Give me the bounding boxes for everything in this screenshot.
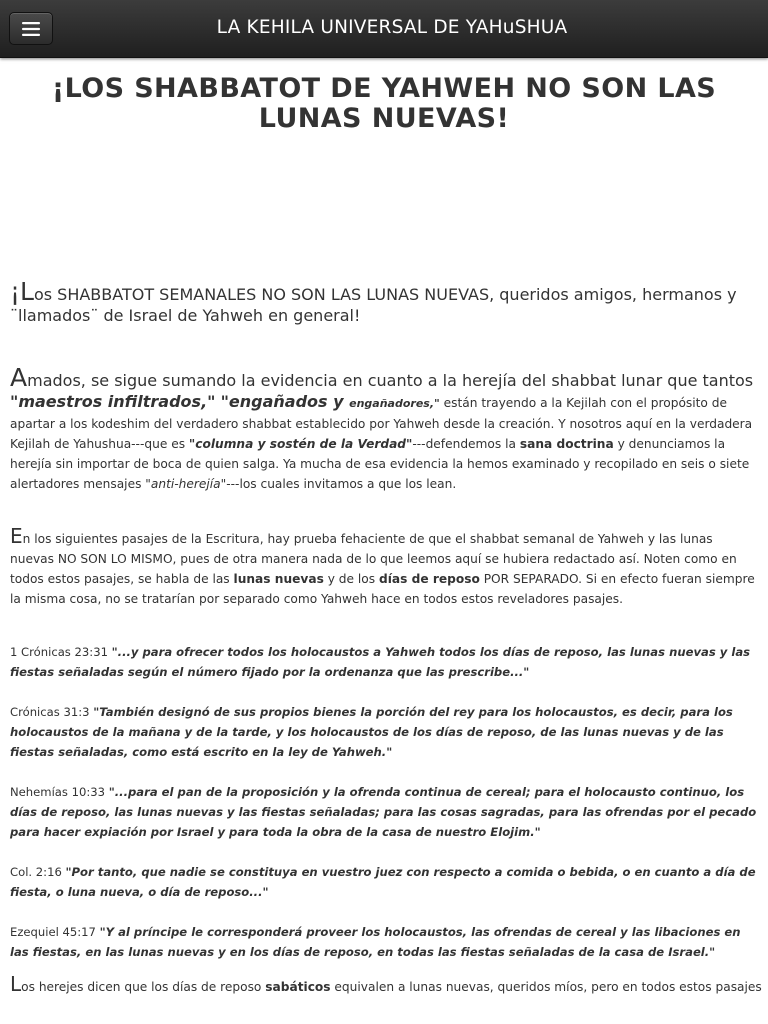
top-navigation-bar bbox=[0, 0, 768, 58]
closing-body: os herejes dicen que los días de reposo bbox=[21, 980, 266, 994]
paragraph-1-lead: mados, se sigue sumando la evidencia en cuanto a la herejía del shabbat lunar que tantos bbox=[27, 371, 754, 390]
verse-item bbox=[10, 642, 758, 682]
sana-doctrina-text: sana doctrina bbox=[519, 437, 614, 451]
verse-reference: Crónicas 31:3 bbox=[10, 705, 94, 719]
verse-reference: Nehemías 10:33 bbox=[10, 785, 109, 799]
paragraph-1-body-2: ---defendemos la bbox=[412, 437, 520, 451]
intro-paragraph bbox=[10, 277, 758, 326]
verse-quote: "También designó de sus propios bienes la porción del rey para los holocaustos, es decir, para los holocaustos de la mañana y de la tarde, y los holocaustos de los días de reposo, de las lunas nuevas y de las fiestas señaladas, como está escrito en la ley de Yahweh." bbox=[10, 705, 733, 759]
site-title: LA KEHILA UNIVERSAL DE YAHuSHUA bbox=[216, 17, 568, 38]
paragraph-2 bbox=[10, 526, 758, 609]
verse-list bbox=[10, 642, 758, 962]
verse-item bbox=[10, 862, 758, 902]
sabaticos-text: sabáticos bbox=[265, 980, 331, 994]
intro-dropcap: ¡L bbox=[10, 277, 34, 306]
verse-quote: "Y al príncipe le corresponderá proveer los holocaustos, las ofrendas de cereal y las libaciones en las fiestas, en las lunas nuevas y en los días de reposo, en todas las fiestas señaladas de la casa de Israel." bbox=[10, 925, 741, 959]
verse-item bbox=[10, 782, 758, 842]
main-content bbox=[0, 74, 768, 997]
paragraph-2-body-2: y de los bbox=[323, 572, 379, 586]
closing-body-2: equivalen a lunas nuevas, queridos míos, pero en todos estos pasajes bbox=[330, 980, 762, 994]
paragraph-2-dropcap: E bbox=[10, 524, 23, 548]
verse-quote: "...y para ofrecer todos los holocaustos a Yahweh todos los días de reposo, las lunas nuevas y las fiestas señaladas según el número fijado por la ordenanza que las prescribe..." bbox=[10, 645, 751, 679]
maestros-infiltrados-text: "maestros infiltrados," bbox=[10, 392, 216, 411]
closing-paragraph bbox=[10, 972, 762, 997]
dias-de-reposo-text: días de reposo bbox=[378, 572, 480, 586]
menu-button[interactable] bbox=[9, 12, 53, 45]
page-title: ¡LOS SHABBATOT DE YAHWEH NO SON LAS LUNAS NUEVAS! bbox=[51, 73, 717, 134]
enganados-text: "engañados y bbox=[220, 392, 350, 411]
paragraph-2-body: n los siguientes pasajes de la Escritura, hay prueba fehaciente de que el shabbat semanal de Yahweh y las lunas nuevas NO SON LO MISMO, pues de otra manera nada de lo que leemos aquí se hubiera redactado así. Noten como en todos estos pasajes, se habla de las bbox=[10, 532, 737, 586]
verse-item bbox=[10, 922, 758, 962]
verse-reference: Col. 2:16 bbox=[10, 865, 66, 879]
verse-item bbox=[10, 702, 758, 762]
verse-reference: Ezequiel 45:17 bbox=[10, 925, 100, 939]
paragraph-1 bbox=[10, 363, 758, 494]
paragraph-1-dropcap: A bbox=[10, 363, 28, 392]
hamburger-menu-icon bbox=[22, 22, 40, 36]
paragraph-1-body-4: ---los cuales invitamos a que los lean. bbox=[226, 477, 457, 491]
closing-dropcap: L bbox=[10, 972, 22, 996]
paragraph-1-body: están trayendo a la Kejilah con el propósito de apartar a los kodeshim del verdadero shabbat establecido por Yahweh desde la creación. Y nosotros aquí en la verdadera Kejilah de Yahushua---que es bbox=[10, 396, 753, 451]
enganadores-text: engañadores," bbox=[349, 397, 440, 410]
verse-quote: "Por tanto, que nadie se constituya en vuestro juez con respecto a comida o bebida, o en cuanto a día de fiesta, o luna nueva, o día de reposo..." bbox=[10, 865, 756, 899]
paragraph-2-body-3: POR SEPARADO. Si en efecto fueran siempre la misma cosa, no se tratarían por separado como Yahweh hace en todos estos reveladores pasajes. bbox=[10, 572, 755, 606]
verse-reference: 1 Crónicas 23:31 bbox=[10, 645, 112, 659]
intro-text: os SHABBATOT SEMANALES NO SON LAS LUNAS NUEVAS, queridos amigos, hermanos y ¨llamados¨ de Israel de Yahweh en general! bbox=[10, 285, 737, 325]
lunas-nuevas-text: lunas nuevas bbox=[233, 572, 324, 586]
paragraph-1-body-3: y denunciamos la herejía sin importar de boca de quien salga. Ya mucha de esa evidencia la hemos examinado y recopilado en seis o siete alertadores mensajes bbox=[10, 437, 750, 491]
anti-herejia-text: "anti-herejía" bbox=[145, 477, 227, 491]
verse-quote: "...para el pan de la proposición y la ofrenda continua de cereal; para el holocausto continuo, los días de reposo, las lunas nuevas y las fiestas señaladas; para las cosas sagradas, para las ofrendas por el pecado para hacer expiación por Israel y para toda la obra de la casa de nuestro Elojim." bbox=[10, 785, 757, 839]
columna-quote: "columna y sostén de la Verdad" bbox=[188, 437, 413, 451]
